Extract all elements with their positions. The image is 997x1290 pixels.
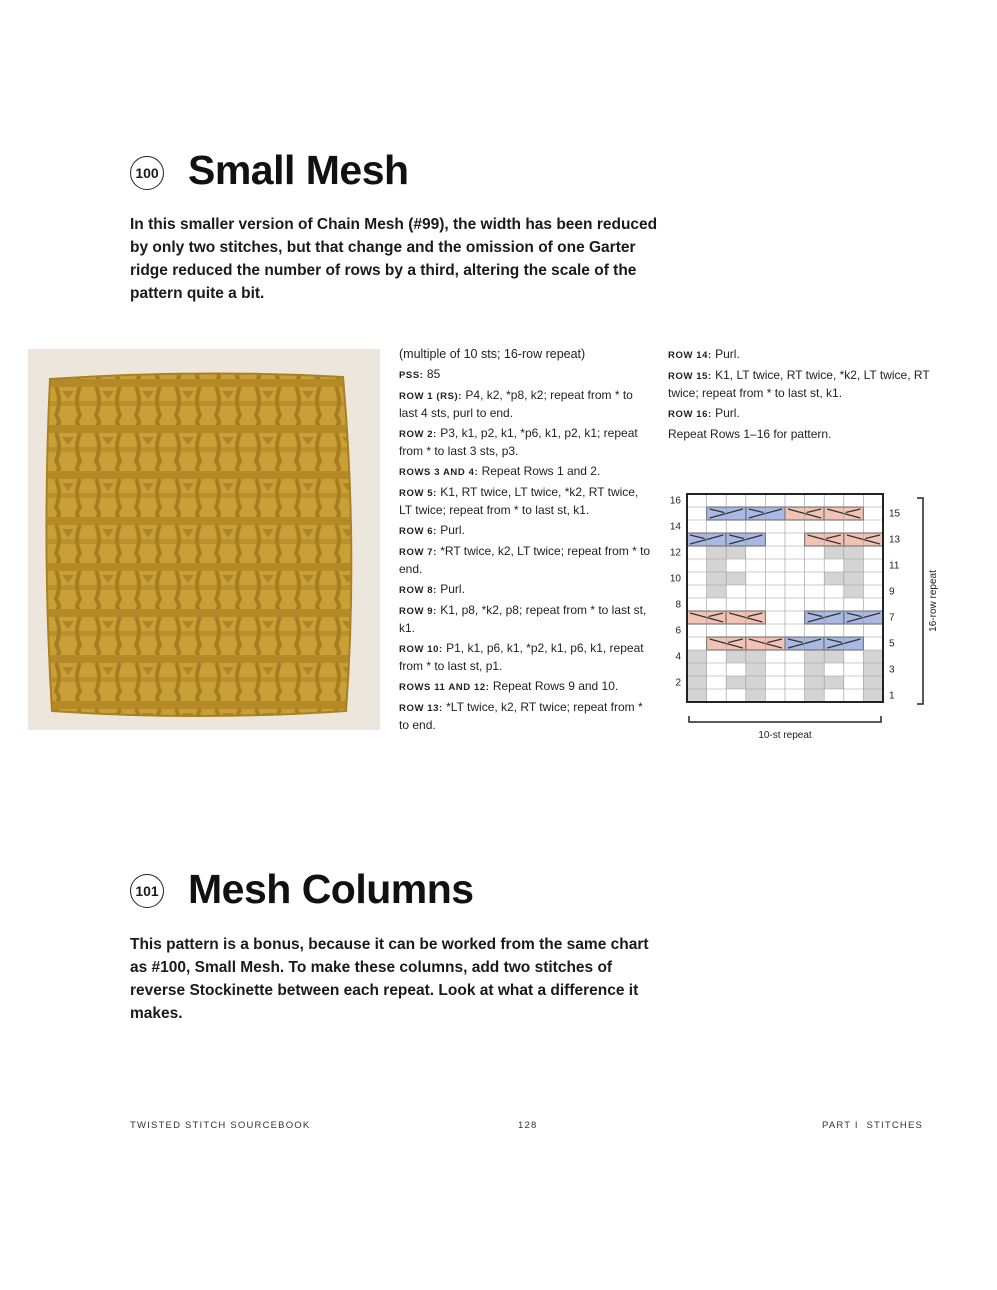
row-number: 4 (675, 651, 681, 663)
instructions-right (668, 346, 948, 447)
purl-cell (726, 676, 746, 689)
purl-cell (687, 663, 707, 676)
purl-cell (707, 546, 727, 559)
row-number: 9 (889, 586, 895, 598)
purl-cell (726, 546, 746, 559)
step: ROW 13: *LT twice, k2, RT twice; repeat from * to end. (399, 700, 643, 732)
row-number: 1 (889, 690, 895, 702)
step: ROW 14: Purl. (668, 347, 740, 361)
row-number: 8 (675, 599, 681, 611)
row-number: 2 (675, 677, 681, 689)
repeat-height-label: 16-row repeat (928, 570, 939, 632)
row-number: 3 (889, 664, 895, 676)
intro-text: In this smaller version of Chain Mesh (#99), the width has been reduced by only two stitches, but that change and the omission of one Garter ridge reduced the number of rows by a third, altering the scale of the pattern quite a bit. (130, 216, 658, 302)
step: ROW 9: K1, p8, *k2, p8; repeat from * to last st, k1. (399, 603, 647, 635)
purl-cell (687, 650, 707, 663)
pattern-number: 101 (135, 883, 159, 899)
purl-cell (805, 689, 825, 702)
pattern-number-badge (130, 156, 164, 190)
row-number: 13 (889, 534, 901, 546)
purl-cell (687, 689, 707, 702)
purl-cell (844, 546, 864, 559)
purl-cell (863, 663, 883, 676)
step: Repeat Rows 1–16 for pattern. (668, 427, 832, 441)
knit-swatch-image (28, 349, 380, 730)
step: ROW 15: K1, LT twice, RT twice, *k2, LT twice, RT twice; repeat from * to last st, k1. (668, 368, 930, 400)
step: ROW 6: Purl. (399, 523, 465, 537)
row-number: 15 (889, 508, 901, 520)
purl-cell (844, 559, 864, 572)
swatch-photo (28, 349, 380, 730)
purl-cell (805, 650, 825, 663)
row-number: 14 (669, 521, 681, 533)
page-title: Small Mesh (188, 147, 409, 193)
row-number: 10 (669, 573, 681, 585)
repeat-width-label: 10-st repeat (758, 730, 812, 741)
row-number: 11 (889, 560, 900, 572)
chart-left-row-numbers (670, 496, 682, 689)
step: ROW 8: Purl. (399, 582, 465, 596)
row-number: 7 (889, 612, 895, 624)
purl-cell (863, 689, 883, 702)
purl-cell (746, 689, 766, 702)
chart-right-row-numbers (889, 509, 901, 702)
instructions-left (399, 346, 654, 737)
step: ROW 2: P3, k1, p2, k1, *p6, k1, p2, k1; repeat from * to last 3 sts, p3. (399, 426, 638, 458)
row-number: 12 (669, 547, 681, 559)
purl-cell (707, 585, 727, 598)
purl-cell (805, 676, 825, 689)
purl-cell (726, 572, 746, 585)
purl-cell (707, 559, 727, 572)
purl-cell (844, 572, 864, 585)
intro-text: This pattern is a bonus, because it can be worked from the same chart as #100, Small Mesh. To make these columns, add two stitches of reverse Stockinette between each repeat. Look at what a difference it makes. (130, 936, 649, 1022)
purl-cell (863, 650, 883, 663)
repeat-bracket-right (917, 498, 923, 704)
stitch-chart (655, 490, 945, 750)
multiple-note: (multiple of 10 sts; 16-row repeat) (399, 347, 586, 361)
step: ROW 7: *RT twice, k2, LT twice; repeat from * to end. (399, 544, 651, 576)
step: PSS: 85 (399, 367, 441, 381)
purl-cell (805, 663, 825, 676)
step: ROW 5: K1, RT twice, LT twice, *k2, RT twice, LT twice; repeat from * to last st, k1. (399, 485, 639, 517)
purl-cell (707, 572, 727, 585)
purl-cell (824, 676, 844, 689)
step: ROW 16: Purl. (668, 406, 740, 420)
repeat-bracket-bottom (689, 716, 881, 722)
step: ROW 10: P1, k1, p6, k1, *p2, k1, p6, k1, repeat from * to last st, p1. (399, 641, 644, 673)
step: ROWS 3 AND 4: Repeat Rows 1 and 2. (399, 464, 601, 478)
footer-book-title: TWISTED STITCH SOURCEBOOK (130, 1120, 311, 1131)
row-number: 6 (675, 625, 681, 637)
purl-cell (726, 650, 746, 663)
purl-cell (863, 676, 883, 689)
purl-cell (824, 546, 844, 559)
purl-cell (687, 676, 707, 689)
purl-cell (746, 676, 766, 689)
pattern-number-badge (130, 874, 164, 908)
row-number: 16 (669, 495, 681, 507)
step: ROWS 11 AND 12: Repeat Rows 9 and 10. (399, 679, 619, 693)
pattern-number: 100 (135, 165, 159, 181)
purl-cell (746, 650, 766, 663)
footer-section: PART I STITCHES (822, 1120, 924, 1131)
footer-page-number: 128 (518, 1120, 538, 1131)
purl-cell (746, 663, 766, 676)
purl-cell (824, 572, 844, 585)
step: ROW 1 (RS): P4, k2, *p8, k2; repeat from * to last 4 sts, purl to end. (399, 388, 633, 420)
section-title: Mesh Columns (188, 866, 474, 912)
purl-cell (824, 650, 844, 663)
purl-cell (844, 585, 864, 598)
row-number: 5 (889, 638, 895, 650)
